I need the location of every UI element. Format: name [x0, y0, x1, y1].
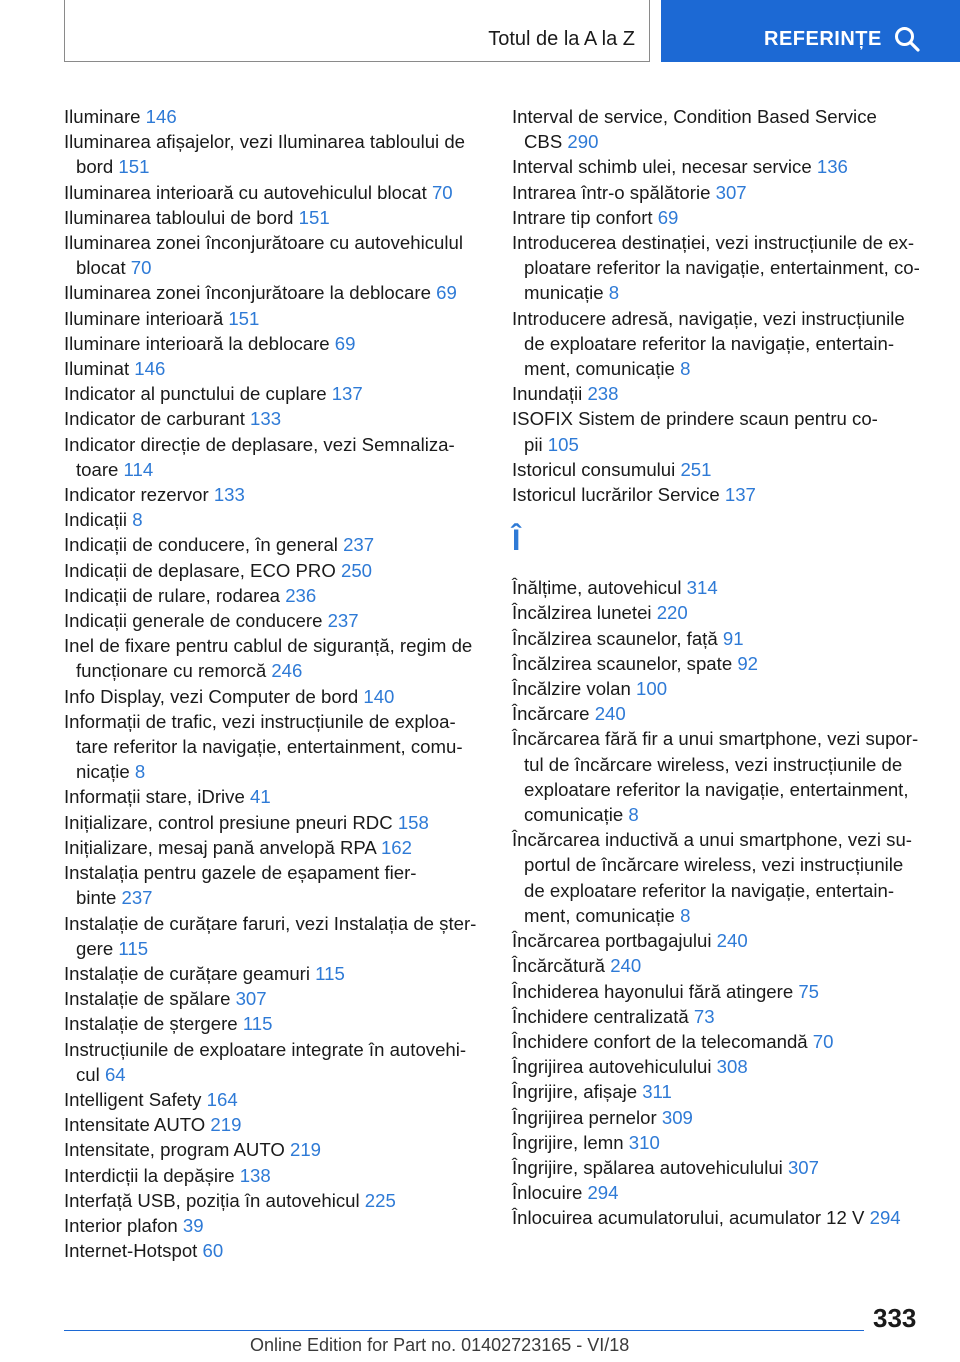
page-reference-link[interactable]: 314: [686, 577, 718, 599]
page-reference-link[interactable]: 237: [327, 610, 359, 632]
index-entry: [64, 1163, 484, 1188]
page-reference-link[interactable]: 294: [587, 1182, 619, 1204]
page-reference-link[interactable]: 39: [182, 1214, 204, 1236]
page-reference-link[interactable]: 115: [315, 962, 345, 984]
index-entry-term: Îngrijire, lemn: [512, 1131, 629, 1153]
page-reference-link[interactable]: 8: [132, 509, 143, 531]
page-reference-link[interactable]: 240: [594, 703, 626, 725]
index-entry: [512, 1105, 932, 1130]
page-reference-link[interactable]: 137: [724, 484, 756, 506]
index-entry-term: Info Display, vezi Computer de bord: [64, 685, 364, 707]
page-reference-link[interactable]: 115: [118, 937, 149, 959]
index-entry: [512, 406, 932, 456]
index-entry-term: Iluminarea tabloului de bord: [64, 206, 299, 228]
page-reference-link[interactable]: 238: [587, 383, 619, 405]
page-reference-link[interactable]: 307: [787, 1156, 819, 1178]
index-entry-term: Încălzirea scaunelor, spate: [512, 652, 738, 674]
index-entry: [64, 784, 484, 809]
index-entry-term: Iluminare interioară la deblocare: [64, 332, 335, 354]
index-entry-term: Instalație de curățare geamuri: [64, 962, 316, 984]
index-entry: [512, 1180, 932, 1205]
section-title: Totul de la A la Z: [488, 28, 635, 50]
index-entry: [512, 306, 932, 382]
search-icon[interactable]: [893, 25, 921, 53]
page-reference-link[interactable]: 307: [235, 988, 267, 1010]
page-reference-link[interactable]: 69: [334, 332, 356, 354]
page-reference-link[interactable]: 64: [104, 1063, 126, 1085]
index-entry-term: Închidere centralizată: [512, 1005, 694, 1027]
page-reference-link[interactable]: 115: [242, 1013, 273, 1035]
page-reference-link[interactable]: 240: [716, 930, 748, 952]
index-entry-term: Inel de fixare pentru cablul de siguranță, regim de funcționare cu remorcă: [64, 635, 473, 682]
page-reference-link[interactable]: 138: [239, 1164, 271, 1186]
index-entry: [64, 381, 484, 406]
index-entry: [64, 583, 484, 608]
index-entry-term: Indicator rezervor: [64, 484, 214, 506]
index-entry: [64, 1188, 484, 1213]
index-entry-term: Intrare tip confort: [512, 206, 658, 228]
page-reference-link[interactable]: 92: [737, 652, 759, 674]
index-entry: [64, 961, 484, 986]
index-entry: [64, 432, 484, 482]
index-entry-term: Iluminarea zonei înconjurătoare la deblocare: [64, 282, 437, 304]
index-entry-term: Indicator de carburant: [64, 408, 251, 430]
index-entry: [512, 180, 932, 205]
index-column-left: [64, 104, 484, 1263]
index-entry-term: Încălzirea scaunelor, față: [512, 627, 723, 649]
page-reference-link[interactable]: 69: [657, 206, 679, 228]
page-reference-link[interactable]: 100: [636, 678, 668, 700]
references-tab-label: REFERINȚE: [764, 28, 882, 50]
index-entry: [512, 1079, 932, 1104]
page-reference-link[interactable]: 290: [567, 131, 599, 153]
index-entry-term: Îngrijirea autovehiculului: [512, 1056, 717, 1078]
page-reference-link[interactable]: 60: [202, 1240, 224, 1262]
page-reference-link[interactable]: 105: [547, 433, 579, 455]
index-entry: [512, 1054, 932, 1079]
index-entry: [64, 180, 484, 205]
page-number: 333: [873, 1303, 917, 1333]
page-reference-link[interactable]: 151: [298, 206, 330, 228]
index-entry-term: Încărcarea portbagajului: [512, 930, 717, 952]
index-entry-term: Iluminare interioară: [64, 307, 229, 329]
index-entry-term: Inundații: [512, 383, 588, 405]
index-entry-term: Informații stare, iDrive: [64, 786, 250, 808]
index-entry: [64, 1087, 484, 1112]
index-entry: [64, 1137, 484, 1162]
index-group-i: [512, 104, 932, 507]
page-reference-link[interactable]: 70: [130, 257, 152, 279]
footer-edition-note: Online Edition for Part no. 01402723165 - VI/18: [250, 1335, 630, 1355]
references-tab[interactable]: [661, 0, 960, 62]
index-entry: [64, 1011, 484, 1036]
page-reference-link[interactable]: 8: [608, 282, 620, 304]
index-entry: [64, 230, 484, 280]
page-reference-link[interactable]: 311: [642, 1081, 672, 1103]
page-reference-link[interactable]: 136: [816, 156, 848, 178]
index-entry: [512, 953, 932, 978]
index-entry: [64, 331, 484, 356]
index-entry: [64, 532, 484, 557]
index-entry-term: Interfață USB, poziția în autovehicul: [64, 1189, 365, 1211]
index-entry-term: Iluminat: [64, 358, 135, 380]
index-entry-term: Încălzire volan: [512, 678, 637, 700]
index-entry: [64, 1112, 484, 1137]
index-entry: [64, 507, 484, 532]
index-entry-term: Interval schimb ulei, necesar service: [512, 156, 817, 178]
index-entry: [512, 827, 932, 928]
index-entry-term: Interval de service, Condition Based Service CBS: [512, 106, 877, 153]
index-entry: [64, 558, 484, 583]
index-entry-term: Inițializare, mesaj pană anvelopă RPA: [64, 836, 381, 858]
index-entry-term: Indicator direcție de deplasare, vezi Semnaliza- toare: [64, 433, 455, 480]
page-reference-link[interactable]: 240: [610, 955, 642, 977]
index-entry: [512, 381, 932, 406]
index-entry: [512, 482, 932, 507]
page-reference-link[interactable]: 41: [249, 786, 271, 808]
index-entry: [64, 633, 484, 683]
index-entry-term: Istoricul consumului: [512, 458, 681, 480]
page-reference-link[interactable]: 309: [661, 1106, 693, 1128]
page-reference-link[interactable]: 220: [656, 602, 688, 624]
page-reference-link[interactable]: 114: [123, 458, 154, 480]
index-entry-term: Inițializare, control presiune pneuri RDC: [64, 811, 398, 833]
index-entry-term: Instrucțiunile de exploatare integrate în autovehi- cul: [64, 1038, 467, 1085]
footer-divider: [64, 1330, 864, 1331]
index-entry-term: Instalație de spălare: [64, 988, 236, 1010]
page-reference-link[interactable]: 8: [628, 804, 639, 826]
index-entry-term: Încărcare: [512, 703, 595, 725]
page-reference-link[interactable]: 251: [680, 458, 712, 480]
index-entry: [512, 1155, 932, 1180]
index-entry: [64, 684, 484, 709]
index-entry-term: Internet-Hotspot: [64, 1240, 203, 1262]
index-entry: [512, 104, 932, 154]
index-entry-term: Înlocuire: [512, 1182, 588, 1204]
page-reference-link[interactable]: 151: [118, 156, 150, 178]
index-entry: [64, 482, 484, 507]
index-entry: [512, 676, 932, 701]
index-entry-term: Istoricul lucrărilor Service: [512, 484, 725, 506]
index-entry-term: Introducerea destinației, vezi instrucțiunile de ex- ploatare referitor la navigație, entertainment, co- municație: [512, 232, 920, 304]
index-entry-term: Încălzirea lunetei: [512, 602, 657, 624]
index-entry: [64, 1037, 484, 1087]
index-entry: [64, 835, 484, 860]
index-entry: [64, 986, 484, 1011]
index-column-right: [512, 104, 932, 1231]
page-reference-link[interactable]: 137: [331, 383, 363, 405]
index-entry: [512, 457, 932, 482]
index-entry: [512, 701, 932, 726]
index-entry-term: Îngrijire, spălarea autovehiculului: [512, 1156, 788, 1178]
index-entry-term: Indicații generale de conducere: [64, 610, 328, 632]
page-reference-link[interactable]: 308: [716, 1056, 748, 1078]
page-reference-link[interactable]: 294: [869, 1207, 901, 1229]
index-entry: [512, 1130, 932, 1155]
page-reference-link[interactable]: 236: [285, 584, 317, 606]
page-reference-link[interactable]: 146: [145, 106, 177, 127]
page-reference-link[interactable]: 70: [431, 181, 453, 203]
index-entry: [64, 406, 484, 431]
page-reference-link[interactable]: 219: [290, 1139, 322, 1161]
page-reference-link[interactable]: 8: [134, 761, 146, 783]
section-letter: Î: [512, 524, 521, 558]
page-reference-link[interactable]: 151: [228, 307, 260, 329]
page-reference-link[interactable]: 133: [213, 484, 245, 506]
page-reference-link[interactable]: 158: [397, 811, 429, 833]
index-entry-term: Indicații de deplasare, ECO PRO: [64, 559, 341, 581]
page-reference-link[interactable]: 164: [206, 1088, 238, 1110]
index-entry-term: Încărcătură: [512, 955, 611, 977]
index-entry: [512, 205, 932, 230]
index-entry-term: Iluminarea interioară cu autovehiculul blocat: [64, 181, 432, 203]
index-entry-term: Indicații de rulare, rodarea: [64, 584, 286, 606]
index-entry: [64, 356, 484, 381]
index-entry-term: Instalație de ștergere: [64, 1013, 243, 1035]
index-entry: [64, 129, 484, 179]
index-entry-term: Iluminarea afișajelor, vezi Iluminarea tabloului de bord: [64, 131, 466, 178]
page-reference-link[interactable]: 310: [628, 1131, 660, 1153]
index-entry: [512, 1205, 932, 1230]
index-group-i-circumflex: [512, 575, 932, 1230]
index-entry: [512, 1004, 932, 1029]
index-entry-term: Intensitate, program AUTO: [64, 1139, 290, 1161]
page-reference-link[interactable]: 73: [693, 1005, 715, 1027]
index-entry: [512, 651, 932, 676]
index-entry-term: Introducere adresă, navigație, vezi instrucțiunile de exploatare referitor la navigație, entertain- ment, comunicație: [512, 307, 905, 380]
index-entry: [512, 575, 932, 600]
index-entry-term: Informații de trafic, vezi instrucțiunile de exploa- tare referitor la navigație, entertainment, comu- nicație: [64, 710, 463, 783]
page-reference-link[interactable]: 140: [363, 685, 395, 707]
page-reference-link[interactable]: 75: [798, 980, 820, 1002]
index-entry: [512, 726, 932, 827]
index-entry: [512, 600, 932, 625]
page-reference-link[interactable]: 8: [680, 358, 691, 380]
index-entry: [64, 280, 484, 305]
page-reference-link[interactable]: 250: [340, 559, 373, 581]
index-entry-term: Închidere confort de la telecomandă: [512, 1030, 813, 1052]
index-entry-term: Instalație de curățare faruri, vezi Instalația de șter- gere: [64, 912, 477, 959]
index-entry-term: Îngrijire, afișaje: [512, 1081, 643, 1103]
section-tab: [64, 0, 650, 62]
page-reference-link[interactable]: 91: [722, 627, 744, 649]
index-entry: [64, 709, 484, 785]
index-entry: [512, 230, 932, 306]
index-entry: [64, 1213, 484, 1238]
index-entry: [512, 626, 932, 651]
index-entry-term: Încărcarea inductivă a unui smartphone, vezi su- portul de încărcare wireless, vezi instrucțiunile de exploatare referitor la navigație, entertain- ment, comunicație: [512, 829, 912, 926]
index-entry-term: Interior plafon: [64, 1214, 183, 1236]
index-entry: [64, 810, 484, 835]
index-entry-term: Intensitate AUTO: [64, 1114, 211, 1136]
index-entry-term: Intrarea într-o spălătorie: [512, 181, 716, 203]
page-reference-link[interactable]: 225: [364, 1189, 396, 1211]
index-entry: [64, 608, 484, 633]
page-reference-link[interactable]: 8: [680, 904, 691, 926]
index-entry-term: Încărcarea fără fir a unui smartphone, vezi supor- tul de încărcare wireless, vezi instrucțiunile de exploatare referitor la navigație, entertainment, comunicație: [512, 728, 919, 826]
index-entry: [512, 979, 932, 1004]
index-entry-term: Indicații de conducere, în general: [64, 534, 344, 556]
page-reference-link[interactable]: 133: [250, 408, 282, 430]
index-entry-term: Instalația pentru gazele de eșapament fier- binte: [64, 862, 417, 909]
index-entry: [512, 928, 932, 953]
index-entry-term: Intelligent Safety: [64, 1088, 207, 1110]
index-entry: [512, 1029, 932, 1054]
index-entry-term: Indicații: [64, 509, 133, 531]
index-entry: [512, 154, 932, 179]
index-entry-term: ISOFIX Sistem de prindere scaun pentru co- pii: [512, 408, 878, 455]
index-entry-term: Interdicții la depășire: [64, 1164, 240, 1186]
index-entry: [64, 860, 484, 910]
index-entry: [64, 306, 484, 331]
page-reference-link[interactable]: 246: [271, 660, 303, 682]
index-entry-term: Iluminare: [64, 106, 146, 127]
page-reference-link[interactable]: 237: [343, 534, 375, 556]
page-reference-link[interactable]: 237: [121, 887, 153, 909]
page-reference-link[interactable]: 307: [715, 181, 747, 203]
index-entry-term: Indicator al punctului de cuplare: [64, 383, 332, 405]
page-reference-link[interactable]: 146: [134, 358, 166, 380]
index-entry-term: Închiderea hayonului fără atingere: [512, 980, 799, 1002]
page-reference-link[interactable]: 70: [812, 1030, 834, 1052]
index-entry: [64, 104, 484, 129]
page-reference-link[interactable]: 162: [380, 836, 412, 858]
index-entry: [64, 1238, 484, 1263]
index-entry-term: Înălțime, autovehicul: [512, 577, 687, 599]
page-reference-link[interactable]: 69: [436, 282, 457, 304]
index-entry-term: Înlocuirea acumulatorului, acumulator 12 V: [512, 1207, 870, 1229]
index-entry-term: Îngrijirea pernelor: [512, 1106, 662, 1128]
page-reference-link[interactable]: 219: [210, 1114, 242, 1136]
index-entry-term: Iluminarea zonei înconjurătoare cu autovehiculul blocat: [64, 232, 463, 279]
index-entry: [64, 205, 484, 230]
index-entry: [64, 911, 484, 961]
